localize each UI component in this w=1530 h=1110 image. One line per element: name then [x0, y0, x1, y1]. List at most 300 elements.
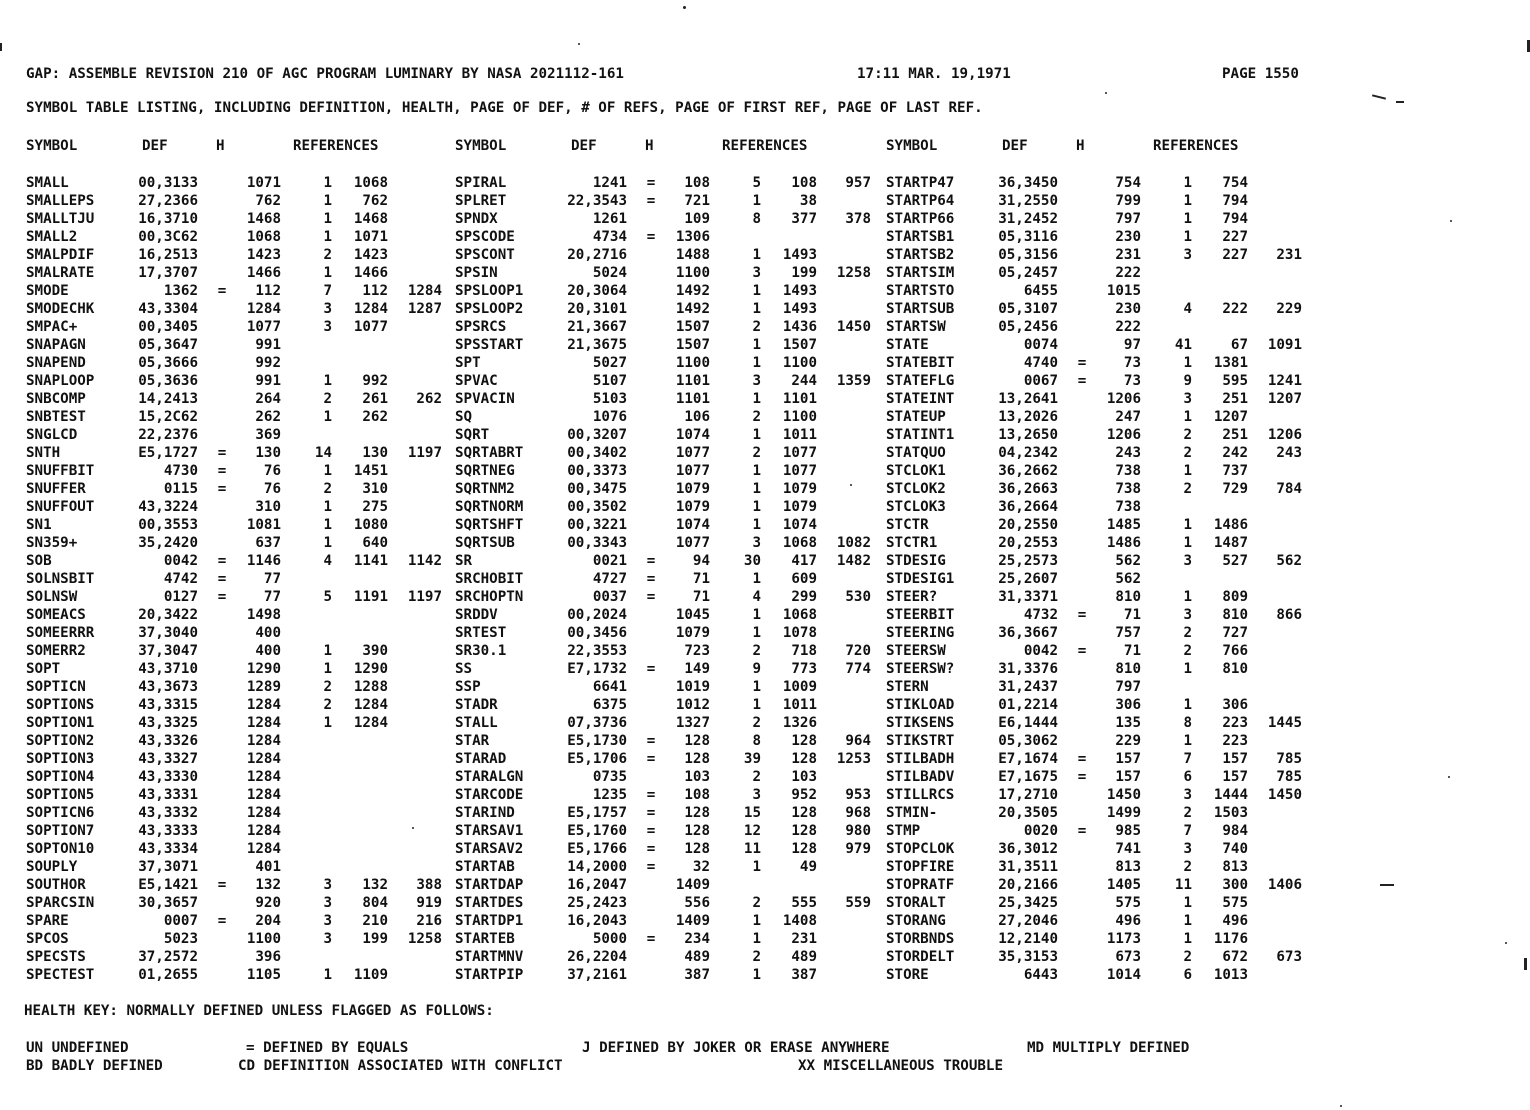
symbol-column-3 — [886, 174, 1316, 984]
last-ref-cell: 1091 — [1267, 337, 1302, 353]
def-page-cell: 264 — [255, 391, 281, 407]
def-page-cell: 1488 — [675, 247, 710, 263]
ref-count-cell: 6 — [1183, 967, 1192, 983]
first-ref-cell: 1009 — [782, 679, 817, 695]
symbol-cell: SPARCSIN — [26, 895, 95, 911]
first-ref-cell: 718 — [791, 643, 817, 659]
health-key-conflict: CD DEFINITION ASSOCIATED WITH CONFLICT — [238, 1058, 563, 1074]
symbol-cell: SQRTNM2 — [455, 481, 515, 497]
symbol-cell: STARTDES — [455, 895, 524, 911]
def-page-cell: 71 — [1123, 607, 1141, 623]
ref-count-cell: 8 — [752, 211, 761, 227]
symbol-cell: SPVAC — [455, 373, 498, 389]
def-cell: 37,3040 — [138, 625, 198, 641]
symbol-cell: SR — [455, 553, 473, 569]
def-page-cell: 1409 — [675, 913, 710, 929]
symbol-cell: STAR — [455, 733, 490, 749]
ref-count-cell: 2 — [752, 445, 761, 461]
ref-count-cell: 1 — [1183, 661, 1192, 677]
table-row — [26, 606, 456, 624]
ref-count-cell: 3 — [1183, 841, 1192, 857]
first-ref-cell: 740 — [1222, 841, 1248, 857]
def-cell: 43,3304 — [138, 301, 198, 317]
def-page-cell: 810 — [1115, 589, 1141, 605]
table-row — [26, 894, 456, 912]
def-page-cell: 1045 — [675, 607, 710, 623]
health-cell: = — [646, 733, 656, 749]
table-row — [26, 786, 456, 804]
symbol-cell: STEERSW — [886, 643, 946, 659]
def-page-cell: 496 — [1115, 913, 1141, 929]
first-ref-cell: 227 — [1222, 229, 1248, 245]
def-page-cell: 230 — [1115, 301, 1141, 317]
def-page-cell: 673 — [1115, 949, 1141, 965]
first-ref-cell: 1381 — [1213, 355, 1248, 371]
def-page-cell: 991 — [255, 337, 281, 353]
symbol-cell: STDESIG1 — [886, 571, 955, 587]
def-page-cell: 387 — [684, 967, 710, 983]
table-row — [886, 750, 1316, 768]
first-ref-cell: 729 — [1222, 481, 1248, 497]
first-ref-cell: 275 — [362, 499, 388, 515]
first-ref-cell: 251 — [1222, 391, 1248, 407]
symbol-cell: SNUFFER — [26, 481, 86, 497]
symbol-cell: STATQUO — [886, 445, 946, 461]
first-ref-cell: 1284 — [353, 301, 388, 317]
def-page-cell: 810 — [1115, 661, 1141, 677]
def-cell: 04,2342 — [998, 445, 1058, 461]
last-ref-cell: 1284 — [407, 283, 442, 299]
def-cell: 00,3405 — [138, 319, 198, 335]
def-cell: 20,3505 — [998, 805, 1058, 821]
symbol-cell: STDESIG — [886, 553, 946, 569]
table-row — [455, 660, 885, 678]
listing-timestamp: 17:11 MAR. 19,1971 — [857, 66, 1011, 82]
first-ref-cell: 1487 — [1213, 535, 1248, 551]
def-cell: 0127 — [163, 589, 198, 605]
table-row — [455, 678, 885, 696]
ref-count-cell: 1 — [1183, 193, 1192, 209]
table-row — [455, 930, 885, 948]
last-ref-cell: 1287 — [407, 301, 442, 317]
ref-count-cell: 2 — [752, 319, 761, 335]
last-ref-cell: 229 — [1276, 301, 1302, 317]
health-cell: = — [217, 913, 227, 929]
ref-count-cell: 8 — [752, 733, 761, 749]
symbol-cell: STARTSW — [886, 319, 946, 335]
first-ref-cell: 67 — [1230, 337, 1248, 353]
symbol-cell: STARTSB1 — [886, 229, 955, 245]
last-ref-cell: 1359 — [836, 373, 871, 389]
first-ref-cell: 1077 — [782, 445, 817, 461]
symbol-cell: SOPTICN — [26, 679, 86, 695]
def-cell: 43,3224 — [138, 499, 198, 515]
table-row — [886, 570, 1316, 588]
symbol-cell: STMP — [886, 823, 921, 839]
first-ref-cell: 984 — [1222, 823, 1248, 839]
def-page-cell: 112 — [255, 283, 281, 299]
first-ref-cell: 157 — [1222, 751, 1248, 767]
def-page-cell: 575 — [1115, 895, 1141, 911]
column-header-health: H — [645, 138, 654, 154]
first-ref-cell: 1068 — [782, 535, 817, 551]
ref-count-cell: 1 — [1183, 409, 1192, 425]
symbol-cell: STATEINT — [886, 391, 955, 407]
table-row — [455, 642, 885, 660]
table-row — [455, 912, 885, 930]
table-row — [886, 876, 1316, 894]
def-cell: 5000 — [592, 931, 627, 947]
last-ref-cell: 1142 — [407, 553, 442, 569]
table-row — [886, 354, 1316, 372]
symbol-cell: STATINT1 — [886, 427, 955, 443]
table-row — [26, 336, 456, 354]
def-cell: E5,1421 — [138, 877, 198, 893]
def-cell: 43,3334 — [138, 841, 198, 857]
first-ref-cell: 387 — [791, 967, 817, 983]
ref-count-cell: 2 — [752, 949, 761, 965]
def-page-cell: 1486 — [1106, 535, 1141, 551]
ref-count-cell: 1 — [752, 193, 761, 209]
ref-count-cell: 7 — [323, 283, 332, 299]
first-ref-cell: 103 — [791, 769, 817, 785]
symbol-cell: STCLOK3 — [886, 499, 946, 515]
ref-count-cell: 3 — [323, 877, 332, 893]
health-key-title: HEALTH KEY: NORMALLY DEFINED UNLESS FLAGGED AS FOLLOWS: — [24, 1003, 494, 1019]
symbol-column-2 — [455, 174, 885, 984]
first-ref-cell: 128 — [791, 823, 817, 839]
table-row — [455, 858, 885, 876]
first-ref-cell: 1486 — [1213, 517, 1248, 533]
ref-count-cell: 2 — [323, 391, 332, 407]
symbol-cell: SRTEST — [455, 625, 507, 641]
def-cell: 31,2452 — [998, 211, 1058, 227]
table-row — [886, 858, 1316, 876]
def-page-cell: 1423 — [246, 247, 281, 263]
symbol-cell: SPCOS — [26, 931, 69, 947]
first-ref-cell: 128 — [791, 751, 817, 767]
def-page-cell: 401 — [255, 859, 281, 875]
table-row — [26, 534, 456, 552]
table-row — [26, 822, 456, 840]
def-cell: 25,3425 — [998, 895, 1058, 911]
symbol-cell: SNAPLOOP — [26, 373, 95, 389]
symbol-cell: STARALGN — [455, 769, 524, 785]
ref-count-cell: 1 — [752, 427, 761, 443]
table-row — [455, 210, 885, 228]
def-page-cell: 222 — [1115, 319, 1141, 335]
table-row — [26, 912, 456, 930]
first-ref-cell: 1284 — [353, 697, 388, 713]
def-page-cell: 754 — [1115, 175, 1141, 191]
def-cell: E6,1444 — [998, 715, 1058, 731]
symbol-cell: SPSLOOP2 — [455, 301, 524, 317]
def-cell: 37,2161 — [567, 967, 627, 983]
ref-count-cell: 1 — [752, 247, 761, 263]
def-cell: 22,2376 — [138, 427, 198, 443]
first-ref-cell: 766 — [1222, 643, 1248, 659]
def-cell: 37,3047 — [138, 643, 198, 659]
symbol-cell: STALL — [455, 715, 498, 731]
def-cell: 4734 — [592, 229, 627, 245]
def-cell: 1076 — [592, 409, 627, 425]
table-row — [455, 390, 885, 408]
symbol-cell: STIKSENS — [886, 715, 955, 731]
def-cell: 00,3207 — [567, 427, 627, 443]
table-row — [26, 426, 456, 444]
def-cell: 27,2366 — [138, 193, 198, 209]
table-row — [886, 660, 1316, 678]
ref-count-cell: 8 — [1183, 715, 1192, 731]
def-cell: 35,3153 — [998, 949, 1058, 965]
def-cell: 0735 — [592, 769, 627, 785]
first-ref-cell: 227 — [1222, 247, 1248, 263]
symbol-cell: SN359+ — [26, 535, 78, 551]
ref-count-cell: 1 — [1183, 697, 1192, 713]
def-page-cell: 562 — [1115, 571, 1141, 587]
def-page-cell: 1081 — [246, 517, 281, 533]
symbol-cell: SRCHOBIT — [455, 571, 524, 587]
symbol-cell: STIKSTRT — [886, 733, 955, 749]
table-row — [455, 822, 885, 840]
def-page-cell: 130 — [255, 445, 281, 461]
symbol-cell: SMODECHK — [26, 301, 95, 317]
table-row — [886, 804, 1316, 822]
first-ref-cell: 157 — [1222, 769, 1248, 785]
first-ref-cell: 609 — [791, 571, 817, 587]
def-page-cell: 1468 — [246, 211, 281, 227]
table-row — [455, 336, 885, 354]
first-ref-cell: 555 — [791, 895, 817, 911]
table-row — [26, 714, 456, 732]
ref-count-cell: 2 — [323, 679, 332, 695]
ref-count-cell: 9 — [752, 661, 761, 677]
symbol-cell: STARIND — [455, 805, 515, 821]
def-page-cell: 247 — [1115, 409, 1141, 425]
symbol-cell: STARTP64 — [886, 193, 955, 209]
def-cell: 07,3736 — [567, 715, 627, 731]
table-row — [26, 246, 456, 264]
def-cell: 13,2641 — [998, 391, 1058, 407]
def-page-cell: 71 — [1123, 643, 1141, 659]
symbol-cell: STERN — [886, 679, 929, 695]
symbol-cell: STARAD — [455, 751, 507, 767]
def-page-cell: 1306 — [675, 229, 710, 245]
first-ref-cell: 199 — [362, 931, 388, 947]
def-page-cell: 1284 — [246, 841, 281, 857]
def-page-cell: 1284 — [246, 715, 281, 731]
ref-count-cell: 3 — [752, 535, 761, 551]
ref-count-cell: 2 — [1183, 445, 1192, 461]
symbol-cell: STARTSIM — [886, 265, 955, 281]
def-cell: E5,1757 — [567, 805, 627, 821]
def-cell: 00,3502 — [567, 499, 627, 515]
def-page-cell: 1077 — [246, 319, 281, 335]
def-page-cell: 71 — [692, 571, 710, 587]
def-cell: 4742 — [163, 571, 198, 587]
symbol-cell: STCTR1 — [886, 535, 938, 551]
ref-count-cell: 2 — [1183, 949, 1192, 965]
first-ref-cell: 595 — [1222, 373, 1248, 389]
last-ref-cell: 720 — [845, 643, 871, 659]
first-ref-cell: 1013 — [1213, 967, 1248, 983]
ref-count-cell: 1 — [323, 967, 332, 983]
def-cell: 36,3667 — [998, 625, 1058, 641]
def-cell: 01,2214 — [998, 697, 1058, 713]
symbol-cell: SNUFFBIT — [26, 463, 95, 479]
table-row — [26, 408, 456, 426]
def-page-cell: 106 — [684, 409, 710, 425]
last-ref-cell: 231 — [1276, 247, 1302, 263]
def-page-cell: 1492 — [675, 283, 710, 299]
ref-count-cell: 2 — [1183, 805, 1192, 821]
last-ref-cell: 1206 — [1267, 427, 1302, 443]
symbol-cell: SNAPAGN — [26, 337, 86, 353]
symbol-cell: SNBCOMP — [26, 391, 86, 407]
symbol-cell: SMALLTJU — [26, 211, 95, 227]
ref-count-cell: 1 — [323, 193, 332, 209]
symbol-cell: STORDELT — [886, 949, 955, 965]
first-ref-cell: 640 — [362, 535, 388, 551]
def-cell: 05,3062 — [998, 733, 1058, 749]
ref-count-cell: 2 — [1183, 625, 1192, 641]
last-ref-cell: 1450 — [1267, 787, 1302, 803]
health-key-undefined: UN UNDEFINED — [26, 1040, 129, 1056]
def-page-cell: 762 — [255, 193, 281, 209]
ref-count-cell: 4 — [323, 553, 332, 569]
def-page-cell: 396 — [255, 949, 281, 965]
table-row — [26, 498, 456, 516]
first-ref-cell: 1503 — [1213, 805, 1248, 821]
table-row — [455, 588, 885, 606]
table-row — [26, 588, 456, 606]
symbol-cell: SNGLCD — [26, 427, 78, 443]
first-ref-cell: 1078 — [782, 625, 817, 641]
page-number: PAGE 1550 — [1222, 66, 1299, 82]
def-cell: 43,3330 — [138, 769, 198, 785]
first-ref-cell: 1493 — [782, 283, 817, 299]
ref-count-cell: 1 — [752, 337, 761, 353]
def-page-cell: 32 — [692, 859, 710, 875]
first-ref-cell: 1451 — [353, 463, 388, 479]
column-header-symbol: SYMBOL — [26, 138, 78, 154]
def-page-cell: 721 — [684, 193, 710, 209]
def-page-cell: 1146 — [246, 553, 281, 569]
table-row — [455, 714, 885, 732]
table-row — [886, 444, 1316, 462]
first-ref-cell: 1080 — [353, 517, 388, 533]
table-row — [886, 480, 1316, 498]
ref-count-cell: 1 — [752, 463, 761, 479]
def-page-cell: 1405 — [1106, 877, 1141, 893]
def-cell: 5103 — [592, 391, 627, 407]
symbol-cell: STORBNDS — [886, 931, 955, 947]
table-row — [26, 192, 456, 210]
symbol-cell: SOPT — [26, 661, 61, 677]
ref-count-cell: 2 — [752, 643, 761, 659]
first-ref-cell: 809 — [1222, 589, 1248, 605]
ref-count-cell: 2 — [1183, 481, 1192, 497]
ref-count-cell: 2 — [752, 769, 761, 785]
def-cell: 16,2047 — [567, 877, 627, 893]
symbol-cell: SS — [455, 661, 473, 677]
ref-count-cell: 7 — [1183, 751, 1192, 767]
def-cell: E7,1675 — [998, 769, 1058, 785]
ref-count-cell: 1 — [752, 517, 761, 533]
def-cell: 01,2655 — [138, 967, 198, 983]
table-row — [886, 462, 1316, 480]
first-ref-cell: 1176 — [1213, 931, 1248, 947]
last-ref-cell: 1207 — [1267, 391, 1302, 407]
first-ref-cell: 1011 — [782, 697, 817, 713]
ref-count-cell: 1 — [752, 679, 761, 695]
symbol-cell: STARTEB — [455, 931, 515, 947]
health-cell: = — [646, 571, 656, 587]
symbol-cell: SNBTEST — [26, 409, 86, 425]
symbol-cell: SPIRAL — [455, 175, 507, 191]
first-ref-cell: 813 — [1222, 859, 1248, 875]
ref-count-cell: 11 — [1174, 877, 1192, 893]
health-cell: = — [1077, 751, 1087, 767]
def-page-cell: 1015 — [1106, 283, 1141, 299]
table-row — [886, 174, 1316, 192]
ref-count-cell: 1 — [323, 463, 332, 479]
def-page-cell: 738 — [1115, 463, 1141, 479]
def-cell: 00,3475 — [567, 481, 627, 497]
symbol-cell: STCLOK2 — [886, 481, 946, 497]
table-row — [26, 552, 456, 570]
def-cell: 25,2573 — [998, 553, 1058, 569]
def-cell: 6641 — [592, 679, 627, 695]
symbol-cell: SPSRCS — [455, 319, 507, 335]
def-page-cell: 135 — [1115, 715, 1141, 731]
def-page-cell: 1450 — [1106, 787, 1141, 803]
first-ref-cell: 1326 — [782, 715, 817, 731]
def-cell: 00,3456 — [567, 625, 627, 641]
first-ref-cell: 952 — [791, 787, 817, 803]
def-page-cell: 1327 — [675, 715, 710, 731]
table-row — [886, 606, 1316, 624]
table-row — [886, 390, 1316, 408]
symbol-cell: SOPTICN6 — [26, 805, 95, 821]
def-cell: 43,3332 — [138, 805, 198, 821]
ref-count-cell: 3 — [323, 301, 332, 317]
last-ref-cell: 1482 — [836, 553, 871, 569]
table-row — [886, 696, 1316, 714]
symbol-cell: SOPTION5 — [26, 787, 95, 803]
table-row — [26, 462, 456, 480]
ref-count-cell: 4 — [752, 589, 761, 605]
def-cell: 00,3402 — [567, 445, 627, 461]
first-ref-cell: 794 — [1222, 193, 1248, 209]
health-cell: = — [1077, 823, 1087, 839]
def-page-cell: 109 — [684, 211, 710, 227]
first-ref-cell: 810 — [1222, 607, 1248, 623]
ref-count-cell: 1 — [752, 481, 761, 497]
def-cell: 5023 — [163, 931, 198, 947]
first-ref-cell: 112 — [362, 283, 388, 299]
ref-count-cell: 39 — [743, 751, 761, 767]
def-page-cell: 400 — [255, 643, 281, 659]
table-row — [886, 210, 1316, 228]
table-row — [26, 732, 456, 750]
ref-count-cell: 1 — [752, 283, 761, 299]
symbol-cell: STILBADH — [886, 751, 955, 767]
first-ref-cell: 1290 — [353, 661, 388, 677]
symbol-cell: SQRT — [455, 427, 490, 443]
table-row — [26, 750, 456, 768]
symbol-cell: SOUTHOR — [26, 877, 86, 893]
